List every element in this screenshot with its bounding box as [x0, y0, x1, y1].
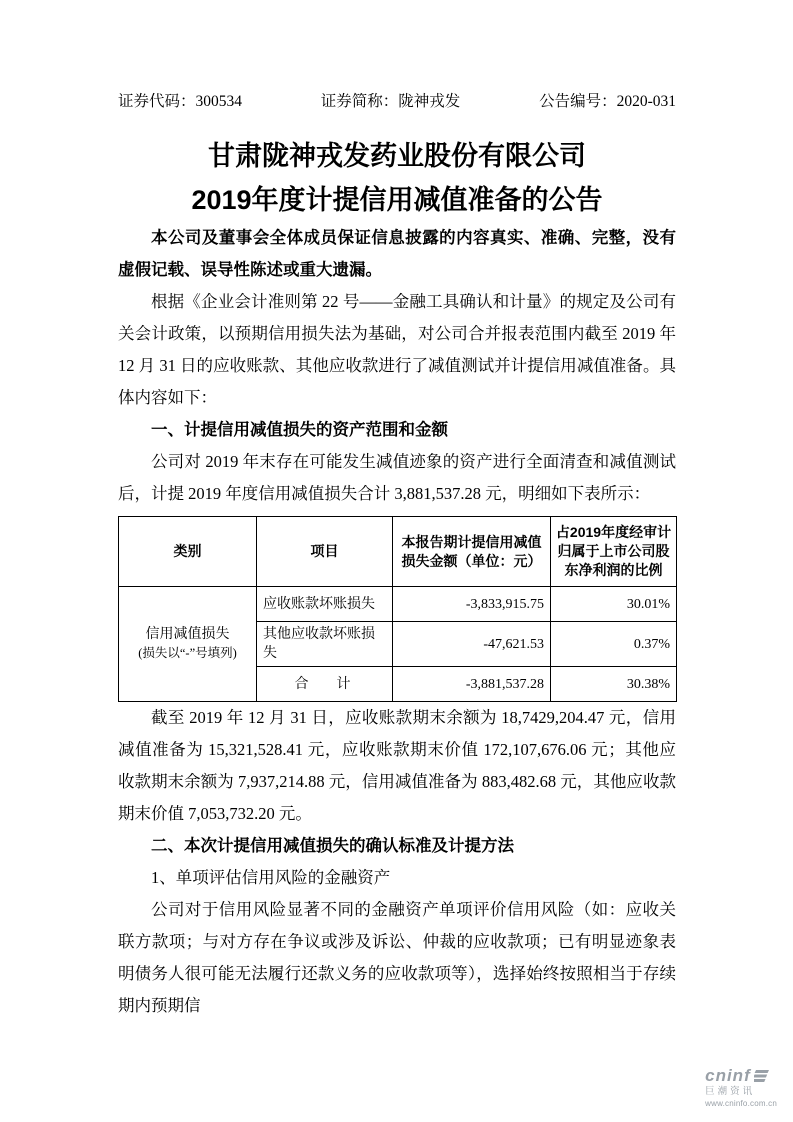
section1-heading: 一、计提信用减值损失的资产范围和金额 — [151, 421, 448, 439]
amount-cell: -47,621.53 — [393, 622, 551, 667]
table-row — [119, 587, 677, 622]
document-title — [118, 134, 676, 222]
header-category: 类别 — [119, 517, 257, 587]
cninfo-brand-text: cninf — [705, 1066, 751, 1086]
paragraph-impairment-scope: 公司对 2019 年末存在可能发生减值迹象的资产进行全面清查和减值测试后，计提 2019 年度信用减值损失合计 3,881,537.28 元，明细如下表所示： — [118, 452, 676, 503]
table-header-row — [119, 517, 677, 587]
project-total-cell: 合 计 — [257, 667, 393, 702]
ratio-cell: 0.37% — [551, 622, 677, 667]
project-cell: 应收账款坏账损失 — [257, 587, 393, 622]
cninfo-chinese-name: 巨潮资讯 — [705, 1085, 756, 1097]
ratio-cell: 30.01% — [551, 587, 677, 622]
header-project: 项目 — [257, 517, 393, 587]
security-name: 证券简称：陇神戎发 — [320, 93, 461, 110]
document-header — [118, 92, 676, 112]
cninfo-logo — [705, 1066, 777, 1108]
category-cell — [119, 587, 257, 702]
amount-cell: -3,833,915.75 — [393, 587, 551, 622]
title-line-1: 甘肃陇神戎发药业股份有限公司 — [208, 141, 586, 171]
paragraph-method: 公司对于信用风险显著不同的金融资产单项评价信用风险（如：应收关联方款项；与对方存在争议或涉及诉讼、仲裁的应收款项；已有明显迹象表明债务人很可能无法履行还款义务的应收款项等），选择始终按照相当于存续期内预期信 — [118, 900, 676, 1015]
announcement-number: 公告编号：2020-031 — [539, 93, 676, 110]
cninfo-brand-row — [705, 1066, 777, 1086]
project-cell: 其他应收款坏账损失 — [257, 622, 393, 667]
paragraph-accounting-basis: 根据《企业会计准则第 22 号——金融工具确认和计量》的规定及公司有关会计政策，以预期信用损失法为基础，对公司合并报表范围内截至 2019 年 12 月 31 日的应收账款、其他应收款进行了减值测试并计提信用减值准备。具体内容如下： — [118, 292, 676, 407]
security-code: 证券代码：300534 — [118, 93, 243, 110]
board-declaration: 本公司及董事会全体成员保证信息披露的内容真实、准确、完整，没有虚假记载、误导性陈述或重大遗漏。 — [118, 228, 676, 279]
sub-item-1: 1、单项评估信用风险的金融资产 — [151, 868, 391, 887]
header-ratio: 占2019年度经审计归属于上市公司股东净利润的比例 — [551, 517, 677, 587]
impairment-table — [118, 516, 677, 702]
amount-cell: -3,881,537.28 — [393, 667, 551, 702]
header-amount: 本报告期计提信用减值损失金额（单位：元） — [393, 517, 551, 587]
title-line-2: 2019年度计提信用减值准备的公告 — [191, 185, 603, 215]
ratio-cell: 30.38% — [551, 667, 677, 702]
cninfo-logo-icon — [754, 1069, 769, 1083]
cninfo-url: www.cninfo.com.cn — [705, 1098, 777, 1108]
paragraph-balance-detail: 截至 2019 年 12 月 31 日，应收账款期末余额为 18,7429,204.47 元，信用减值准备为 15,321,528.41 元，应收账款期末价值 172,107,676.06 元；其他应收款期末余额为 7,937,214.88 元，信用减值准备为 883,482.68 元，其他应收款期末价值 7,053,732.20 元。 — [118, 708, 676, 823]
category-line-2: (损失以“-”号填列) — [138, 646, 237, 660]
section2-heading: 二、本次计提信用减值损失的确认标准及计提方法 — [151, 837, 514, 855]
category-line-1: 信用减值损失 — [145, 627, 230, 642]
